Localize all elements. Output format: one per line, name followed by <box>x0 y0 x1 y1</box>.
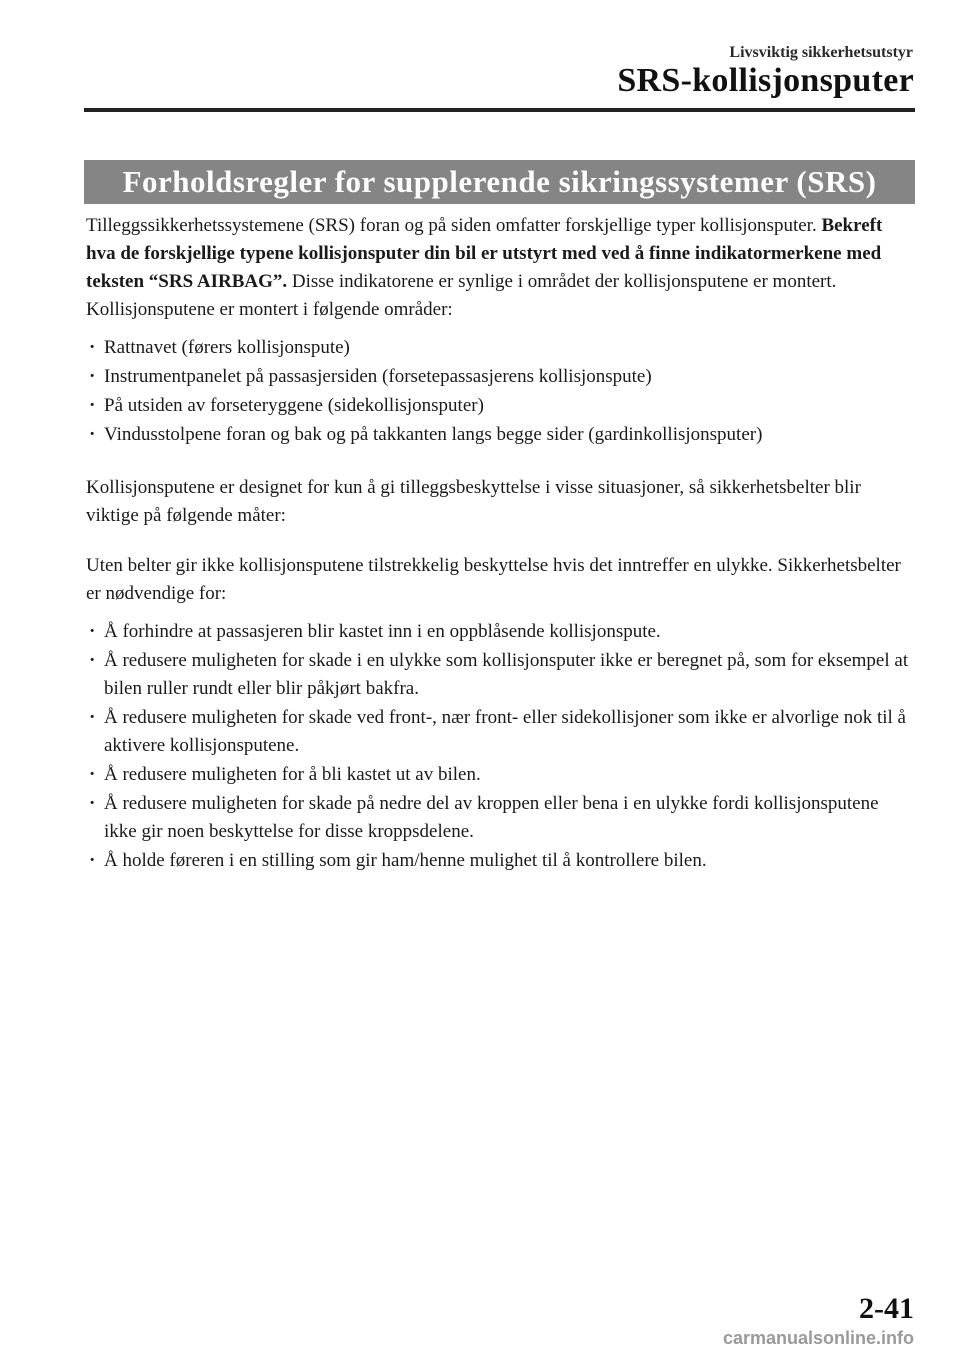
list-item <box>86 761 914 789</box>
main-content <box>86 212 914 876</box>
list-item <box>86 847 914 875</box>
list-item-text: Rattnavet (førers kollisjonspute) <box>104 337 350 358</box>
list-item-text: Å holde føreren i en stilling som gir ham/henne mulighet til å kontrollere bilen. <box>104 850 707 871</box>
intro-paragraph <box>86 212 914 296</box>
intro-text-bold: Bekreft hva de forskjellige typene kollisjonsputer din bil er utstyrt med ved å finne indikatormerkene med teksten “SRS AIRBAG”. <box>86 215 883 292</box>
list-item-text: Å redusere muligheten for skade i en ulykke som kollisjonsputer ikke er beregnet på, som for eksempel at bilen ruller rundt eller blir påkjørt bakfra. <box>104 650 909 699</box>
bullet-icon: · <box>89 850 96 871</box>
bullet-icon: · <box>89 764 96 785</box>
page-number: 2-41 <box>859 1292 914 1325</box>
watermark-link[interactable]: carmanualsonline.info <box>722 1328 914 1348</box>
list-item <box>86 704 914 760</box>
list-item-text: Å redusere muligheten for skade på nedre del av kroppen eller bena i en ulykke fordi kollisjonsputene ikke gir noen beskyttelse for disse kroppsdelene. <box>104 793 879 842</box>
header-rule <box>84 108 915 112</box>
list-item-text: På utsiden av forseteryggene (sidekollisjonsputer) <box>104 395 484 416</box>
list-item-text: Vindusstolpene foran og bak og på takkanten langs begge sider (gardinkollisjonsputer) <box>104 424 763 445</box>
list-item <box>86 421 914 449</box>
bullet-icon: · <box>89 337 96 358</box>
list-item <box>86 392 914 420</box>
belt-reasons-list <box>86 618 914 875</box>
header-chapter-title: SRS-kollisjonsputer <box>617 62 914 99</box>
locations-intro: Kollisjonsputene er montert i følgende områder: <box>86 299 453 320</box>
list-item-text: Å redusere muligheten for skade ved front-, nær front- eller sidekollisjoner som ikke er alvorlige nok til å aktivere kollisjonsputene. <box>104 707 906 756</box>
list-item <box>86 618 914 646</box>
airbag-locations-list <box>86 334 914 449</box>
bullet-icon: · <box>89 621 96 642</box>
bullet-icon: · <box>89 424 96 445</box>
bullet-icon: · <box>89 366 96 387</box>
bullet-icon: · <box>89 707 96 728</box>
section-banner <box>84 160 915 204</box>
design-note-paragraph: Kollisjonsputene er designet for kun å gi tilleggsbeskyttelse i visse situasjoner, så sikkerhetsbelter blir viktige på følgende måter: <box>86 477 861 526</box>
section-banner-title: Forholdsregler for supplerende sikringssystemer (SRS) <box>122 164 877 199</box>
intro-text-start: Tilleggssikkerhetssystemene (SRS) foran og på siden omfatter forskjellige typer kollisjonsputer. <box>86 215 822 236</box>
intro-text-end: Disse indikatorene er synlige i området der kollisjonsputene er montert. <box>287 271 837 292</box>
list-item <box>86 363 914 391</box>
header-section-label: Livsviktig sikkerhetsutstyr <box>729 44 913 61</box>
list-item-text: Instrumentpanelet på passasjersiden (forsetepassasjerens kollisjonspute) <box>104 366 652 387</box>
list-item-text: Å redusere muligheten for å bli kastet ut av bilen. <box>104 764 481 785</box>
bullet-icon: · <box>89 793 96 814</box>
bullet-icon: · <box>89 650 96 671</box>
list-item <box>86 647 914 703</box>
belts-note-paragraph: Uten belter gir ikke kollisjonsputene tilstrekkelig beskyttelse hvis det inntreffer en ulykke. Sikkerhetsbelter er nødvendige for: <box>86 555 901 604</box>
bullet-icon: · <box>89 395 96 416</box>
list-item-text: Å forhindre at passasjeren blir kastet inn i en oppblåsende kollisjonspute. <box>104 621 661 642</box>
list-item <box>86 790 914 846</box>
list-item <box>86 334 914 362</box>
